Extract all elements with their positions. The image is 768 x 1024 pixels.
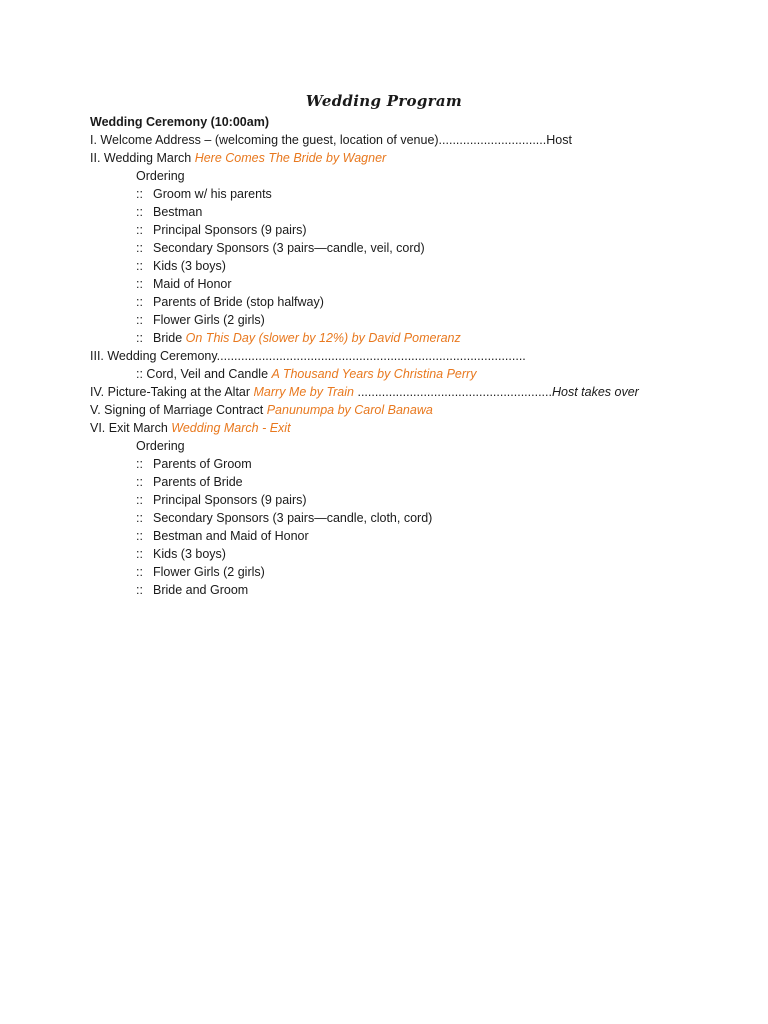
list-item [136,473,243,491]
song-title: On This Day (slower by 12%) by David Pomeranz [185,331,461,345]
bullet-marker: :: [136,493,143,507]
list-item [136,509,432,527]
bullet-marker: :: [136,583,143,597]
bullet-marker: :: [136,511,143,525]
list-item-text: Flower Girls (2 girls) [153,565,265,579]
bullet-marker: :: [136,241,143,255]
ordering-label: Ordering [136,169,185,183]
list-item-text: Bride [153,331,186,345]
list-item-bride [136,329,461,347]
list-item [136,491,307,509]
bullet-marker: :: [136,223,143,237]
bullet-marker: :: [136,565,143,579]
song-title: Marry Me by Train [253,385,354,399]
program-item-vi [90,419,291,437]
song-title: A Thousand Years by Christina Perry [271,367,477,381]
list-item-text: Principal Sponsors (9 pairs) [153,493,307,507]
item-label: IV. Picture-Taking at the Altar [90,385,254,399]
bullet-marker: :: [136,529,143,543]
bullet-marker: :: [136,457,143,471]
list-item [136,275,232,293]
item-label: VI. Exit March [90,421,172,435]
list-item-text: Kids (3 boys) [153,259,226,273]
bullet-marker: :: [136,475,143,489]
list-item [136,203,202,221]
list-item-text: Parents of Bride (stop halfway) [153,295,324,309]
list-item [136,563,265,581]
song-title: Here Comes The Bride by Wagner [194,151,387,165]
list-item [136,455,252,473]
list-item-text: Secondary Sponsors (3 pairs—candle, cloth, cord) [153,511,433,525]
list-item-text: Bestman [153,205,203,219]
bullet-marker: :: [136,205,143,219]
song-title: Panunumpa by Carol Banawa [266,403,433,417]
list-item-text: Parents of Groom [153,457,252,471]
program-item-iv [90,383,639,401]
program-item-v [90,401,433,419]
list-item [136,581,248,599]
list-item [136,221,307,239]
list-item [136,545,226,563]
list-item-text: Secondary Sponsors (3 pairs—candle, veil, cord) [153,241,425,255]
list-item-text: Principal Sponsors (9 pairs) [153,223,307,237]
list-item-text: Flower Girls (2 girls) [153,313,265,327]
list-item [136,239,425,257]
program-item-ii [90,149,386,167]
dot-leader: ........................................................ [354,385,552,399]
item-label: :: Cord, Veil and Candle [136,367,272,381]
bullet-marker: :: [136,331,143,345]
list-item [136,293,324,311]
item-label: II. Wedding March [90,151,195,165]
bullet-marker: :: [136,277,143,291]
host-note: Host takes over [551,385,639,399]
bullet-marker: :: [136,313,143,327]
song-title: Wedding March - Exit [171,421,291,435]
list-item-text: Bestman and Maid of Honor [153,529,309,543]
program-item-iii: III. Wedding Ceremony......................................................................................... [90,349,526,363]
bullet-marker: :: [136,295,143,309]
list-item-text: Maid of Honor [153,277,232,291]
list-item [136,527,309,545]
list-item-text: Parents of Bride [153,475,243,489]
section-heading: Wedding Ceremony (10:00am) [90,115,269,129]
list-item-text: Kids (3 boys) [153,547,226,561]
item-label: V. Signing of Marriage Contract [90,403,267,417]
list-item [136,257,226,275]
bullet-marker: :: [136,187,143,201]
ordering-label: Ordering [136,439,185,453]
list-item-text: Bride and Groom [153,583,249,597]
program-subitem-iii [136,365,476,383]
list-item-text: Groom w/ his parents [153,187,272,201]
list-item [136,185,272,203]
list-item [136,311,265,329]
program-item-i: I. Welcome Address – (welcoming the guest, location of venue)...............................Host [90,133,572,147]
page-title: Wedding Program [305,92,463,110]
bullet-marker: :: [136,259,143,273]
bullet-marker: :: [136,547,143,561]
